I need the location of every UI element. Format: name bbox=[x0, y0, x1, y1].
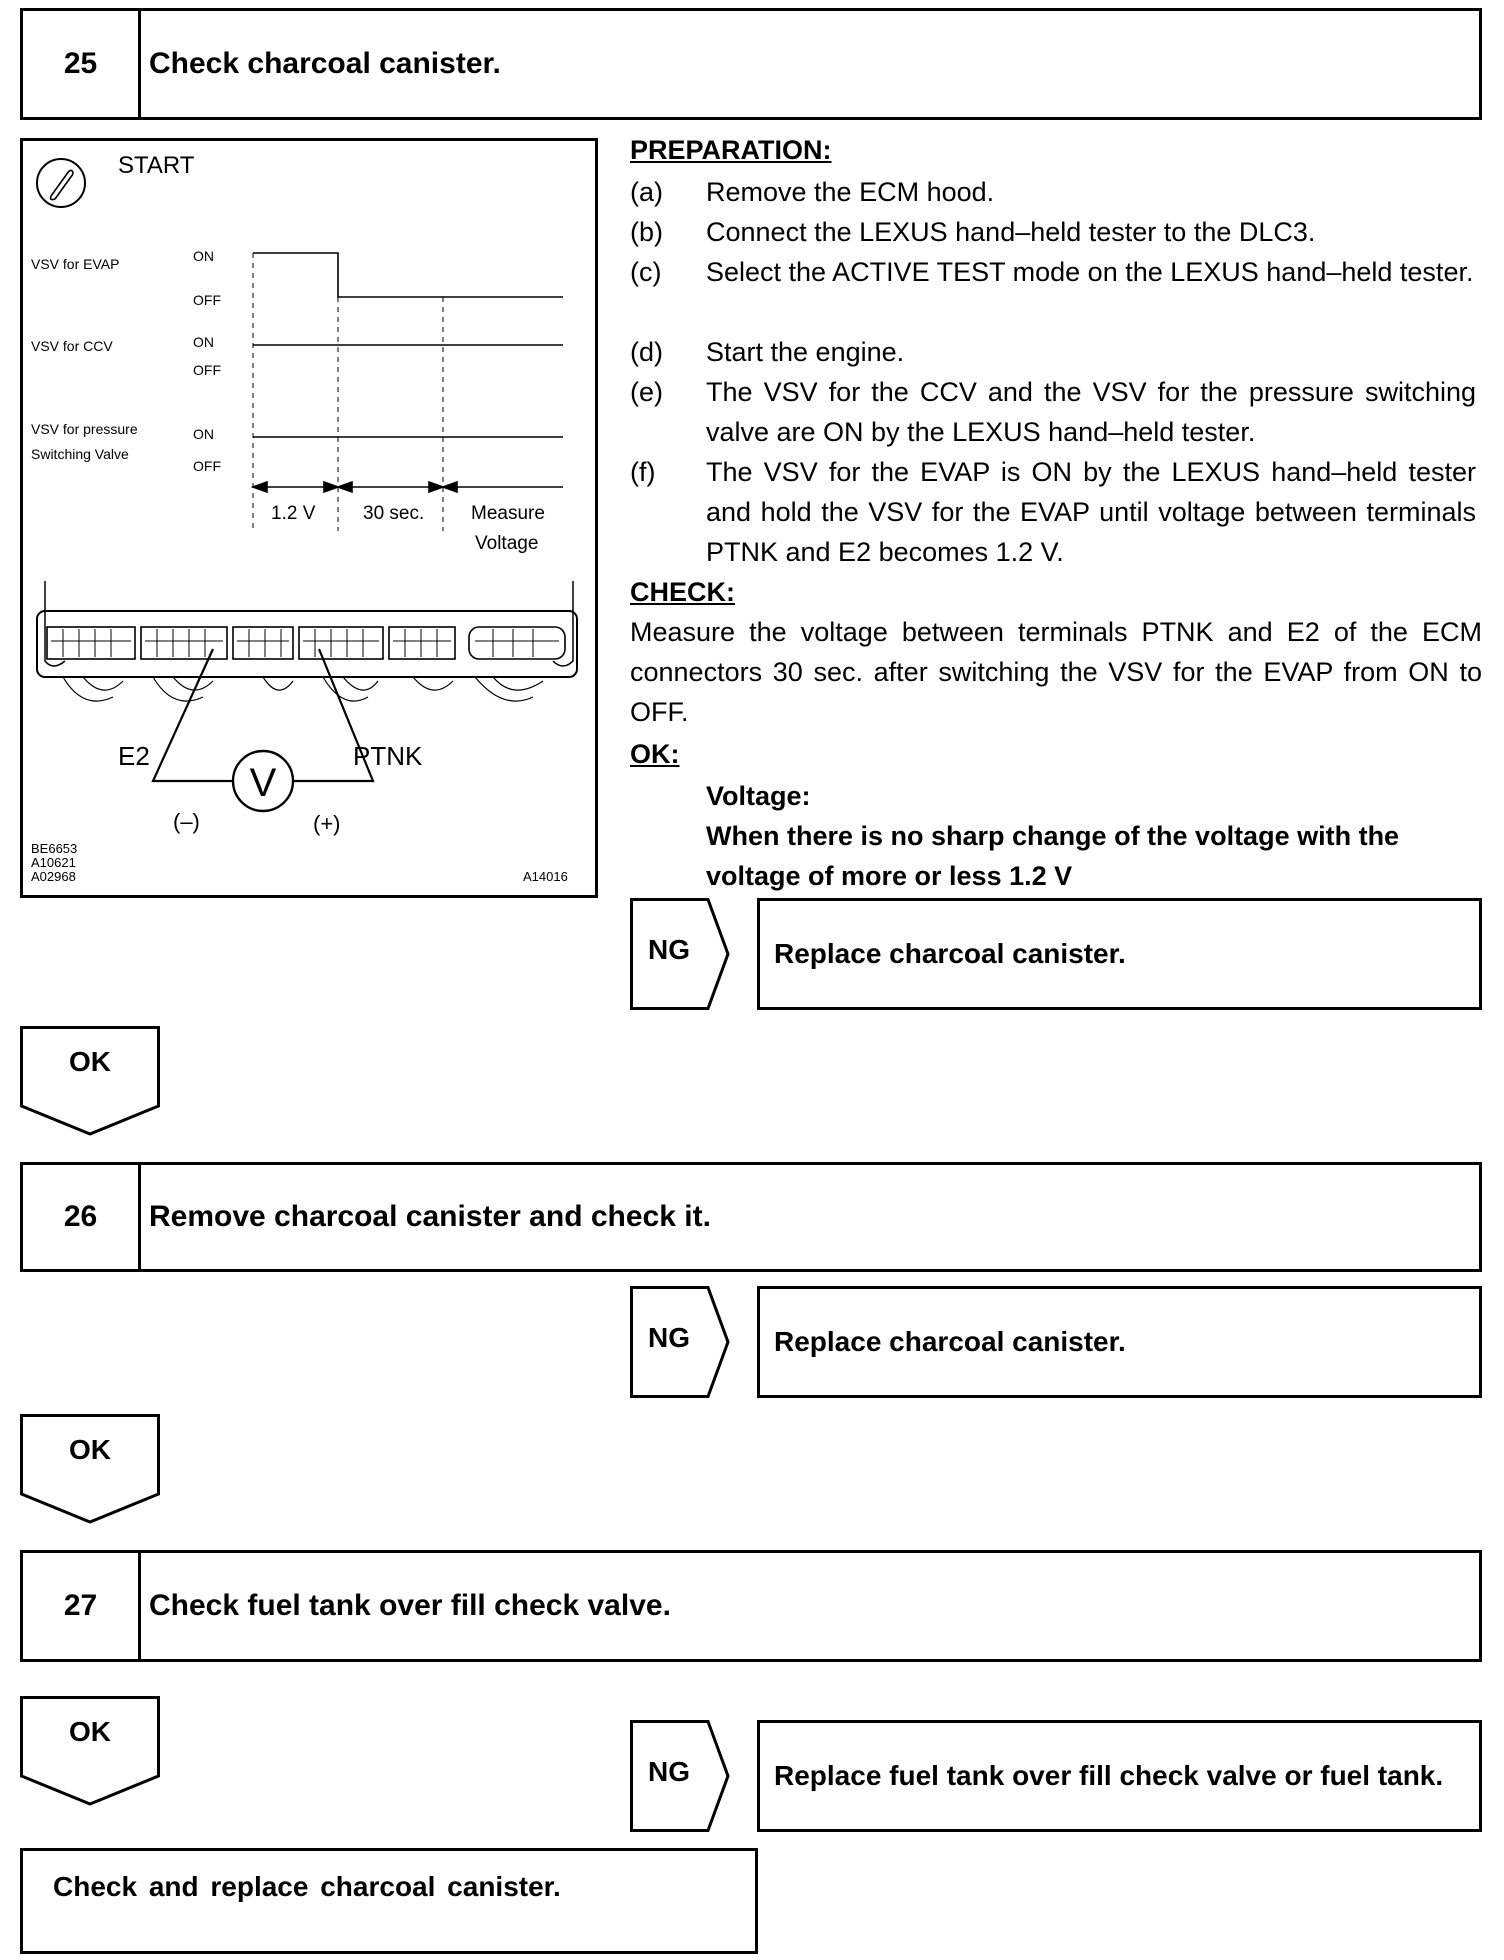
ok-arrow-icon bbox=[20, 1026, 160, 1136]
minus-label: (–) bbox=[173, 809, 200, 834]
terminal-ptnk: PTNK bbox=[353, 741, 423, 771]
ok-voltage-label: Voltage: bbox=[706, 781, 811, 811]
final-action-box bbox=[20, 1848, 758, 1954]
step-number: 25 bbox=[23, 11, 141, 117]
signal-ccv-off: OFF bbox=[193, 362, 221, 378]
ok-label: OK bbox=[69, 1434, 111, 1465]
prep-text: The VSV for the CCV and the VSV for the pressure switching valve are ON by the LEXUS hand–held tester. bbox=[706, 377, 1476, 447]
ng-label: NG bbox=[648, 1756, 690, 1787]
signal-psv-label: VSV for pressure bbox=[31, 421, 138, 437]
waveforms bbox=[253, 253, 563, 437]
interval-3: Measure bbox=[471, 503, 545, 524]
prep-label: (d) bbox=[630, 337, 663, 367]
interval-2: 30 sec. bbox=[363, 503, 425, 524]
prep-text: Connect the LEXUS hand–held tester to the DLC3. bbox=[706, 217, 1316, 247]
prep-label: (f) bbox=[630, 457, 656, 487]
prep-text: Start the engine. bbox=[706, 337, 905, 367]
ng-indicator-26 bbox=[630, 1286, 730, 1398]
signal-psv-off: OFF bbox=[193, 458, 221, 474]
ok-heading: OK: bbox=[630, 739, 680, 769]
terminal-e2: E2 bbox=[118, 741, 150, 771]
signal-psv-on: ON bbox=[193, 426, 214, 442]
check-heading: CHECK: bbox=[630, 577, 735, 607]
signal-evap-label: VSV for EVAP bbox=[31, 256, 120, 272]
start-label: START bbox=[118, 152, 195, 179]
timing-diagram-figure bbox=[20, 138, 598, 898]
ng-result-26: Replace charcoal canister. bbox=[757, 1286, 1482, 1398]
step-25-header bbox=[20, 8, 1482, 120]
figure-svg bbox=[23, 141, 595, 895]
signal-psv-label2: Switching Valve bbox=[31, 446, 129, 462]
ng-result-25: Replace charcoal canister. bbox=[757, 898, 1482, 1010]
interval-1: 1.2 V bbox=[271, 503, 316, 524]
prep-label: (b) bbox=[630, 217, 663, 247]
ok-indicator-25 bbox=[20, 1026, 160, 1136]
ecm-connectors bbox=[37, 581, 577, 701]
figure-code-2: A10621 bbox=[31, 855, 76, 870]
ng-label: NG bbox=[648, 934, 690, 965]
figure-id: A14016 bbox=[523, 869, 568, 884]
ok-indicator-26 bbox=[20, 1414, 160, 1524]
figure-code-3: A02968 bbox=[31, 869, 76, 884]
step-number: 26 bbox=[23, 1165, 141, 1269]
figure-code-1: BE6653 bbox=[31, 841, 78, 856]
prep-label: (a) bbox=[630, 177, 663, 207]
ok-arrow-icon bbox=[20, 1414, 160, 1524]
ok-indicator-27 bbox=[20, 1696, 160, 1806]
voltmeter-label: V bbox=[249, 761, 277, 805]
step-title: Check charcoal canister. bbox=[149, 47, 501, 80]
prep-text: Remove the ECM hood. bbox=[706, 177, 995, 207]
start-icon bbox=[37, 159, 85, 207]
check-text: Measure the voltage between terminals PTNK and E2 of the ECM connectors 30 sec. after switching the VSV for the EVAP from ON to OFF. bbox=[630, 617, 1482, 727]
ok-label: OK bbox=[69, 1716, 111, 1747]
signal-evap-off: OFF bbox=[193, 292, 221, 308]
step-27-header bbox=[20, 1550, 1482, 1662]
final-action-text: Check and replace charcoal canister. bbox=[53, 1871, 561, 1902]
ok-voltage-text: When there is no sharp change of the voltage with the voltage of more or less 1.2 V bbox=[706, 821, 1400, 891]
ng-indicator-27 bbox=[630, 1720, 730, 1832]
step-title: Check fuel tank over fill check valve. bbox=[149, 1589, 671, 1622]
signal-evap-on: ON bbox=[193, 248, 214, 264]
prep-text: The VSV for the EVAP is ON by the LEXUS hand–held tester and hold the VSV for the EVAP until voltage between terminals PTNK and E2 becomes 1.2 V. bbox=[706, 457, 1476, 567]
ng-result-27: Replace fuel tank over fill check valve or fuel tank. bbox=[757, 1720, 1482, 1832]
prep-text: Select the ACTIVE TEST mode on the LEXUS hand–held tester. bbox=[706, 257, 1474, 287]
step-number: 27 bbox=[23, 1553, 141, 1659]
preparation-heading: PREPARATION: bbox=[630, 135, 832, 165]
ok-arrow-icon bbox=[20, 1696, 160, 1806]
signal-ccv-label: VSV for CCV bbox=[31, 338, 113, 354]
ok-label: OK bbox=[69, 1046, 111, 1077]
plus-label: (+) bbox=[313, 811, 341, 836]
prep-label: (e) bbox=[630, 377, 663, 407]
ng-indicator-25 bbox=[630, 898, 730, 1010]
interval-4: Voltage bbox=[475, 533, 539, 554]
step-26-header bbox=[20, 1162, 1482, 1272]
step-title: Remove charcoal canister and check it. bbox=[149, 1200, 711, 1233]
prep-label: (c) bbox=[630, 257, 662, 287]
signal-ccv-on: ON bbox=[193, 334, 214, 350]
ng-label: NG bbox=[648, 1322, 690, 1353]
interval-arrows bbox=[253, 482, 563, 492]
